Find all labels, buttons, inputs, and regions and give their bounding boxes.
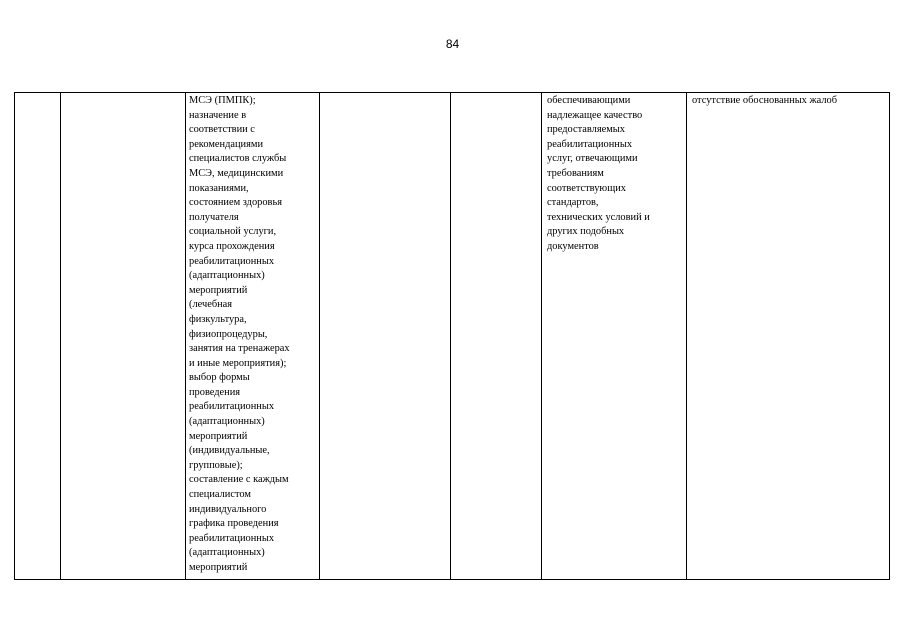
text-line: выбор формы <box>189 372 250 384</box>
text-line: соответствующих <box>547 182 626 194</box>
text-line: мероприятий <box>189 430 248 442</box>
text-line: (адаптационных) <box>189 547 265 559</box>
text-line: (адаптационных) <box>189 270 265 282</box>
text-line: рекомендациями <box>189 138 264 150</box>
text-line: курса прохождения <box>189 240 275 252</box>
text-line: состоянием здоровья <box>189 197 282 209</box>
text-line: составление с каждым <box>189 474 289 486</box>
text-line: (адаптационных) <box>189 416 265 428</box>
text-line: физкультура, <box>189 313 247 325</box>
text-line: обеспечивающими <box>547 95 631 106</box>
text-line: МСЭ (ПМПК); <box>189 95 256 106</box>
text-line: получателя <box>189 211 239 223</box>
text-line: (индивидуальные, <box>189 445 270 457</box>
text-line: МСЭ, медицинскими <box>189 167 284 179</box>
text-line: социальной услуги, <box>189 226 277 238</box>
text-line: показаниями, <box>189 182 249 194</box>
text-line: специалистом <box>189 489 251 501</box>
table-cell-col5 <box>451 93 542 579</box>
table-cell-col1 <box>15 93 61 579</box>
text-line: реабилитационных <box>189 532 275 544</box>
text-line: требованиям <box>547 167 604 179</box>
text-line: и иные мероприятия); <box>189 357 287 369</box>
text-line: реабилитационных <box>547 138 633 150</box>
table-cell-col4 <box>320 93 451 579</box>
text-line: групповые); <box>189 459 243 471</box>
table-cell-col2 <box>61 93 186 579</box>
text-line: специалистов службы <box>189 153 287 165</box>
cell-text-col3 <box>189 94 290 576</box>
text-line: соответствии с <box>189 124 255 136</box>
text-line: технических условий и <box>547 211 650 223</box>
page-number: 84 <box>445 37 460 51</box>
text-line: занятия на тренажерах <box>189 343 290 355</box>
text-line: других подобных <box>547 226 625 238</box>
text-line: назначение в <box>189 109 247 121</box>
text-line: мероприятий <box>189 284 248 296</box>
text-line: услуг, отвечающими <box>547 153 638 165</box>
text-line: предоставляемых <box>547 124 625 136</box>
cell-text-col7 <box>692 94 837 109</box>
document-table <box>14 92 890 580</box>
text-line: надлежащее качество <box>547 109 643 121</box>
text-line: физиопроцедуры, <box>189 328 268 340</box>
table-cell-col6 <box>542 93 687 579</box>
text-line: реабилитационных <box>189 401 275 413</box>
text-line: реабилитационных <box>189 255 275 267</box>
text-line: документов <box>547 240 599 252</box>
table-cell-col3 <box>186 93 320 579</box>
text-line: стандартов, <box>547 197 599 209</box>
text-line: графика проведения <box>189 518 279 530</box>
text-line: (лечебная <box>189 299 233 311</box>
text-line: индивидуального <box>189 503 267 515</box>
text-line: мероприятий <box>189 562 248 573</box>
table-cell-col7 <box>687 93 889 579</box>
text-line: отсутствие обоснованных жалоб <box>692 95 838 106</box>
text-line: проведения <box>189 386 241 398</box>
cell-text-col6 <box>547 94 650 255</box>
